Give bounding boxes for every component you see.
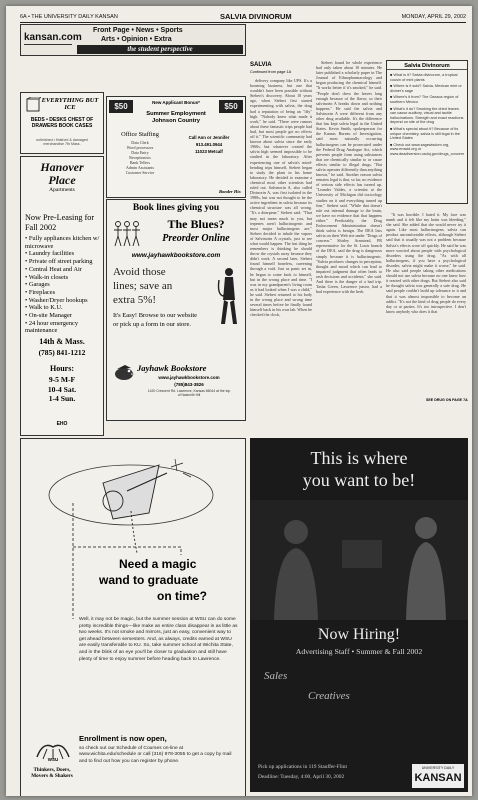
everything-fine: unfinished • finished & damaged merchandise 7th Mass.	[36, 138, 88, 147]
salvia-factbox	[386, 60, 468, 204]
hiring-staff: Advertising Staff • Summer & Fall 2002	[295, 647, 423, 656]
hanover-hours-title: Hours:	[50, 364, 74, 373]
jayhawk-icon	[113, 364, 135, 382]
store-phone: (785)843-3826	[174, 382, 204, 387]
book-script-4: It's Easy! Browse to our website	[113, 312, 198, 319]
hiring-headline-2: you want to be!	[302, 470, 416, 490]
kansan-logo-big: KANSAN	[414, 772, 462, 784]
wsu-enroll-title: Enrollment is now open,	[79, 734, 167, 743]
price-right: $50	[219, 100, 243, 113]
bookstore-ad	[106, 199, 246, 421]
hanover-feature-item: • Walk to K.U.	[25, 304, 63, 312]
factbox-item: ■ Where's it from? The Oaxaca region of southern Mexico	[390, 95, 459, 104]
hanover-feature-item: • Private off street parking	[25, 258, 93, 266]
article-col2-text: Siebert found he whole experience had only taken about 10 minutes. He later published a scholarly paper in The Journal of Ethnopharmacology and began producing the chemical himself. "It works better if it's smoked," he said. "People don't chew the leaves long enough because of the flavor, so their salvinorin A breaks down and nothing happens." He said the salvia and Salvinorin A were different from any other drug available. It's the difference that has kept salvia legal in the United States. Kevin Smith, spokesperson for the Kansas Bureau of Investigation, said most naturally occurring hallucinogens can be prosecuted under the Federal Drug Analogue Act, which prevents people from using substances that are chemically similar to or cause effects similar to illegal drugs. "But salvia operates differently than anything known," he said. Another reason salvia remains legal is that, so far, no evidence of serious side effects has turned up. "Leander Valdes, a scientist at the University of Michigan did toxicology studies on it and everything turned up fine," Siebert said. "While that doesn't rule out internal damage to the brain, we have no evidence that that happens either." Predictably, the Drug Enforcement Administration doesn't think salvia is benign. The DEA lists salvia on their Web site under "Drugs of concern." Shirley Armstead, PR representative for the St. Louis branch of the DEA, said the drug is dangerous simply because it is hallucinogenic. "Salvia produces changes in perception, thought and mood which can lead to impaired judgment that often leads to rash decisions and accidents," she said. And there is the danger of a bad trip. Tasha Green, Lawrence junior, had a bad experience with the herb.	[316, 60, 382, 295]
wsu-headline-2: wand to graduate	[99, 573, 199, 587]
store-url: www.jayhawkbookstore.com	[158, 375, 220, 380]
job-title: Summer Employment Johnson Country	[146, 111, 206, 124]
job-position-item: Data Clerk	[131, 140, 149, 145]
article-column-1	[250, 78, 312, 416]
hanover-title-1: Hanover	[40, 160, 84, 174]
header-date: MONDAY, APRIL 29, 2002	[401, 14, 466, 20]
hanover-address: 14th & Mass.	[39, 337, 85, 346]
book-headline-2: The Blues?	[167, 217, 225, 231]
kansan-line2: Arts • Opinion • Extra	[101, 36, 172, 43]
job-positions	[109, 140, 171, 175]
kansan-line3: the student perspective	[77, 45, 243, 54]
hanover-feature-item: • Washer/Dryer hookups	[25, 296, 88, 304]
everything-items: BEDS • DESKS CHEST OF DRAWERS BOOK CASES	[30, 117, 94, 130]
hiring-headline-1: This is where	[310, 448, 408, 468]
store-name: Jayhawk Bookstore	[137, 363, 207, 373]
wsu-shocker-logo	[33, 737, 73, 767]
hanover-feature-item: • Central Heat and Air	[25, 265, 82, 273]
book-url: www.jayhawkbookstore.com	[131, 252, 221, 259]
factbox-items	[390, 73, 464, 159]
book-script-3: extra 5%!	[113, 294, 157, 306]
job-position-item: Bank Tellers	[129, 160, 151, 165]
page-header	[20, 12, 466, 23]
hanover-feature-item: • 24 hour emergency maintenance	[25, 319, 79, 335]
factbox-item: ■ Check out www.sagewisdom.org, www.erowid.org or www.deadiversion.usdoj.gov/drugs_concern	[390, 142, 465, 156]
kansan-logo-box	[412, 764, 464, 788]
wsu-ad	[20, 438, 246, 796]
store-address: 1420 Crescent Rd. Lawrence, Kansas 66044 at the top of Naismith Hill	[147, 389, 231, 398]
article-jump: Continued from page 1A	[250, 70, 292, 74]
article-section: SALVIA	[250, 62, 272, 68]
hanover-feature-item: • On-site Manager	[25, 312, 72, 320]
kansan-ad	[20, 24, 246, 56]
hiring-sales: Sales	[264, 670, 288, 682]
kansan-line1: Front Page • News • Sports	[93, 27, 183, 34]
now-hiring: Now Hiring!	[317, 626, 401, 643]
kansan-logo: kansan.com	[24, 32, 82, 43]
job-phone: 913.491.0944	[195, 142, 223, 147]
hanover-feature-item: • Garages	[25, 281, 50, 289]
hanover-feature-item: • Laundry facilities	[25, 250, 75, 258]
job-position-item: Data Entry	[131, 150, 149, 155]
kansan-logo-small: UNIVERSITY DAILY	[421, 766, 455, 770]
article-col3-text: "It was horrible. I hated it. My face was numb and it felt like my brain was bleeding," she said. She added that she would never try it again. Like most hallucinogens, salvia can product uncomfortable effects, although Siebert said that it usually was not a problem because Salvia's effects wore off quickly. He said he was more worried about people with psychological disorders using the drug. "As with all hallucinogens, if you have a psychological disorder, salvia might make it worse," he said. He also said people taking other medications should not use salvia because no one knew how it reacted with other drugs. But Siebert also said he thought salvia was generally a safe drug. He said people couldn't build up tolerance to it and that it was almost impossible to become an addict. "It's not the kind of drug people do every day or at parties. It's too introspective. I don't know anybody who does it that	[386, 212, 466, 314]
article-see-also: SEE DRUG ON PAGE 7A	[426, 398, 468, 402]
factbox-item: ■ What is it? Salvia divinorum, a tropical cousin of mint plants	[390, 73, 458, 82]
hanover-feature-item: • Walk-in closets	[25, 273, 69, 281]
price-left: $50	[109, 100, 133, 113]
wsu-logo-text: WSU	[47, 757, 59, 762]
job-position-item: Admin Assistants	[125, 165, 155, 170]
hanover-hours	[21, 375, 103, 404]
job-call: Call Ann or Jennifer	[188, 135, 230, 140]
book-script-2: lines; save an	[113, 280, 173, 292]
factbox-title: Salvia Divinorum	[387, 63, 467, 70]
article-column-3	[386, 212, 466, 392]
hanover-feature-item: • Fully appliances kitchen w/ microwave	[25, 235, 100, 250]
wsu-headline-1: Need a magic	[119, 557, 197, 571]
people-in-line-icon	[113, 220, 143, 248]
job-ad	[106, 96, 246, 198]
hanover-hours-line: 10-4 Sat.	[47, 384, 77, 394]
hanover-hours-line: 9-5 M-F	[48, 375, 76, 384]
job-bonus: New Applicant Bonus*	[152, 100, 200, 105]
wsu-tagline: Thinkers, Doers, Movers & Shakers	[31, 767, 73, 780]
people-silhouettes-photo	[250, 500, 468, 620]
hanover-hours-line: 1-4 Sun.	[48, 394, 76, 403]
hanover-ad	[20, 156, 104, 436]
factbox-item: ■ Where is it sold? Salvia, Mexican mint or diviner's sage	[390, 84, 462, 93]
wsu-enroll-body: so check out our Schedule of Courses on-line at www.wichita.edu/schedule or call (316) 978-3055 to get a copy by mail and to find out how you can register by phone.	[79, 746, 232, 764]
everything-ad	[20, 92, 104, 154]
hiring-creatives: Creatives	[308, 690, 350, 702]
header-title: SALVIA DIVINORUM	[220, 12, 292, 21]
article-column-2	[316, 60, 382, 416]
book-headline-3: Preorder Online	[162, 233, 230, 244]
hiring-pickup: Pick up applications in 119 Stauffer-Flint	[258, 764, 347, 770]
ice-cube-icon	[25, 97, 41, 113]
office-title: Office Staffing	[121, 131, 159, 138]
job-position-item: Word processors	[126, 145, 154, 150]
hanover-feature-item: • Fireplaces	[25, 288, 56, 296]
job-address: 11023 Metcalf	[195, 149, 223, 154]
wsu-headline-3: on time?	[157, 589, 207, 603]
book-script-5: or pick up a form in our store.	[113, 321, 191, 328]
book-headline-1: Book lines giving you	[132, 203, 220, 213]
hiring-ad	[250, 438, 468, 792]
hiring-deadline: Deadline: Tuesday, 4:00, April 30, 2002	[258, 774, 345, 780]
hanover-prelease: Now Pre-Leasing for Fall 2002	[25, 213, 95, 232]
factbox-item: ■ What's special about it? Because of its unique chemistry, salvia is still legal in the United States	[390, 126, 460, 141]
job-position-item: Customer Service	[125, 170, 155, 175]
header-left: 6A • THE UNIVERSITY DAILY KANSAN	[20, 14, 118, 20]
book-script-1: Avoid those	[113, 266, 166, 278]
factbox-item: ■ What's it do? Smoking the dried leaves can cause auditory, visual and tactile hallucinations. Strength and exact reactions depend on site of the drug	[390, 106, 464, 125]
hanover-features	[25, 235, 103, 335]
hanover-phone: (785) 841-1212	[38, 348, 86, 357]
job-position-item: Receptionists	[129, 155, 151, 160]
hanover-sub: Apartments	[49, 187, 75, 193]
newspaper-page	[6, 6, 472, 796]
bonder-hix-logo: Bonder Hix	[219, 189, 241, 194]
everything-title: EVERYTHING BUT ICE	[41, 97, 99, 111]
wsu-body: Well, it may not be magic, but the summer session at WSU can do some pretty incredible things—like make an entire class disappear in as little as two weeks. It's not smoke and mirrors, just an easy, convenient way to get ahead between semesters. And, as always, credits earned at WSU are easily transferable to KU. So, take summer school at Wichita State, and in the blink of an eye you'll be closer to graduation and still have plenty of time to enjoy summer before heading back to Lawrence.	[79, 617, 238, 662]
article-col1-text: delivery company like UPS. It's a booming business, but one that wouldn't have been possible without Siebert's discovery. About 10 years ago, when Siebert first started experimenting with salvia, the drug had a reputation of being an "iffy" high. "Nobody knew what made it work," he said. "There were rumors about these fantastic trips people had had, but most people got no effects off it." The scientific community had known about salvia since the early 1960s, but whatever created the salvia high seemed impossible to be studied in the laboratory. After experiencing one of salvia's mind-bending trips himself, Siebert began to study the plant in his home laboratory. He decided to examine a chemical most other scientists had ruled out. Salvinorin A, also called Divinorin A, was first isolated in the 1980s, but was not thought to be the active ingredient in salvia because its chemical structure was all wrong. "It's a diterpene," Siebert said. "That may not mean much to you, but terpenes aren't hallucinogenic and most major hallucinogens are." Siebert decided to inhale the vapors of Salvinorin A crystals, just to see what would happen. The last thing he remembers is thinking he should throw the crystals away because they didn't work. A second later, Siebert found himself boneless, careening through a void. Just as panic set in, he began to come back to himself, but in the wrong place and time. "I was in my grandparent's living room as it had looked when I was a child," he said. Siebert returned to his body in the wrong place and wrong time several times before he finally found himself back in his own lab. When he checked the clock,	[250, 78, 312, 318]
hanover-title-2: Place	[48, 173, 76, 187]
hanover-logo: EHO	[56, 421, 68, 427]
